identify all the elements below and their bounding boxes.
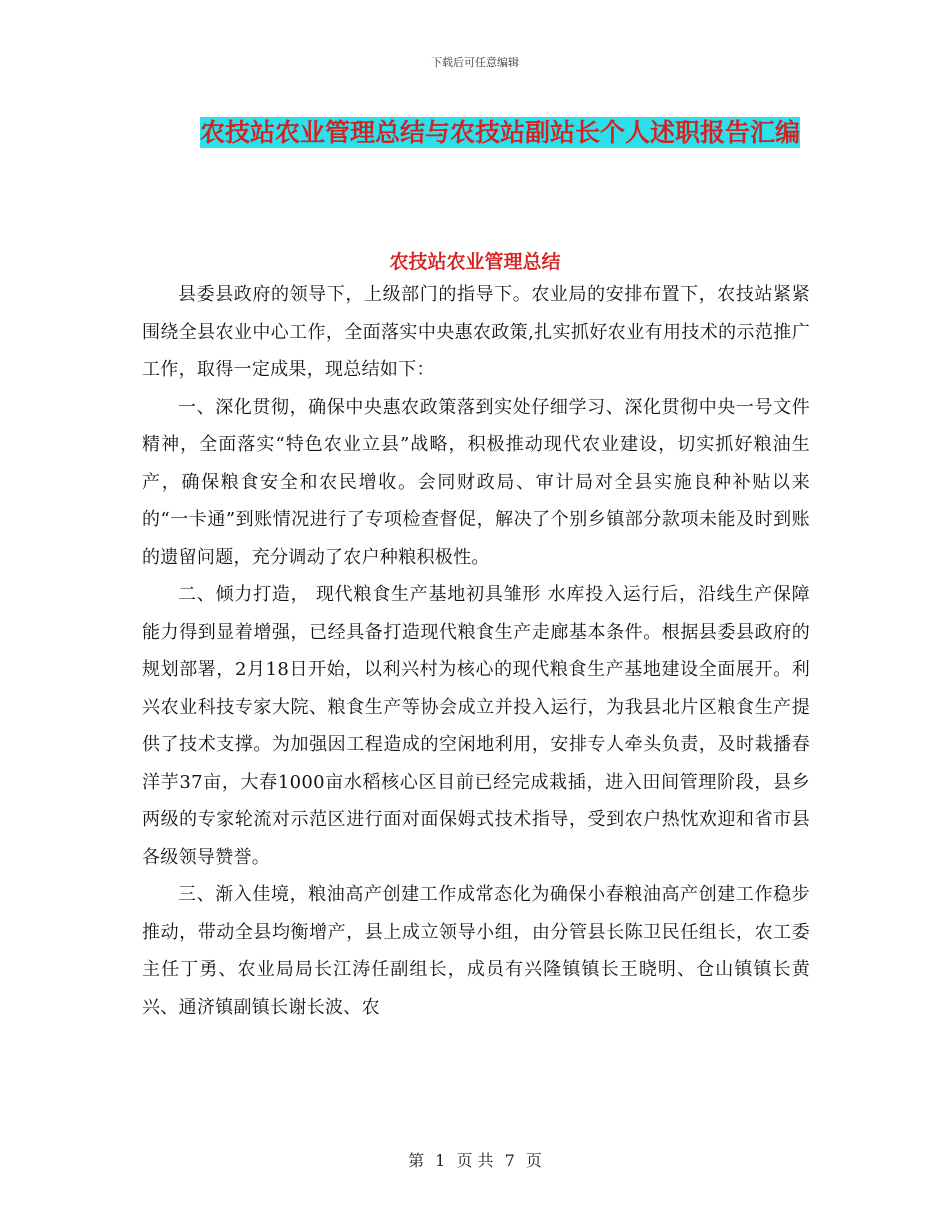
- body-paragraph-3: 三、渐入佳境，粮油高产创建工作成常态化为确保小春粮油高产创建工作稳步推动，带动全县均衡增产，县上成立领导小组，由分管县长陈卫民任组长，农工委主任丁勇、农业局局长江涛任副组长，成员有兴隆镇镇长王晓明、仓山镇镇长黄兴、通济镇副镇长谢长波、农: [142, 884, 810, 1018]
- footer-prefix: 第: [408, 1151, 425, 1170]
- footer-suffix: 页: [525, 1151, 542, 1170]
- document-body: [142, 276, 810, 1026]
- body-paragraph-2: 二、倾力打造， 现代粮食生产基地初具雏形 水库投入运行后，沿线生产保障能力得到显着增强，已经具备打造现代粮食生产走廊基本条件。根据县委县政府的规划部署，2月18日开始，以利兴村为核心的现代粮食生产基地建设全面展开。利兴农业科技专家大院、粮食生产等协会成立并投入运行，为我县北片区粮食生产提供了技术支撑。为加强因工程造成的空闲地利用，安排专人牵头负责，及时栽播春洋芋37亩，大春1000亩水稻核心区目前已经完成栽插，进入田间管理阶段，县乡两级的专家轮流对示范区进行面对面保姆式技术指导，受到农户热忱欢迎和省市县各级领导赞誉。: [142, 584, 810, 868]
- document-title-text: 农技站农业管理总结与农技站副站长个人述职报告汇编: [199, 118, 800, 147]
- document-title: [190, 110, 810, 156]
- footer-middle: 页 共: [456, 1151, 494, 1170]
- body-paragraph-intro: 县委县政府的领导下，上级部门的指导下。农业局的安排布置下，农技站紧紧围绕全县农业中心工作，全面落实中央惠农政策,扎实抓好农业有用技术的示范推广工作，取得一定成果，现总结如下：: [142, 284, 810, 380]
- page-footer: [0, 1148, 950, 1171]
- header-note: 下载后可任意编辑: [431, 56, 519, 69]
- footer-total-pages: 7: [504, 1151, 515, 1170]
- footer-page-number: 1: [435, 1151, 446, 1170]
- section-title: 农技站农业管理总结: [389, 251, 561, 273]
- body-paragraph-1: 一、深化贯彻，确保中央惠农政策落到实处仔细学习、深化贯彻中央一号文件精神，全面落实“特色农业立县”战略，积极推动现代农业建设，切实抓好粮油生产，确保粮食安全和农民增收。会同财政局、审计局对全县实施良种补贴以来的“一卡通”到账情况进行了专项检查督促，解决了个别乡镇部分款项未能及时到账的遗留问题，充分调动了农户种粮积极性。: [142, 396, 810, 568]
